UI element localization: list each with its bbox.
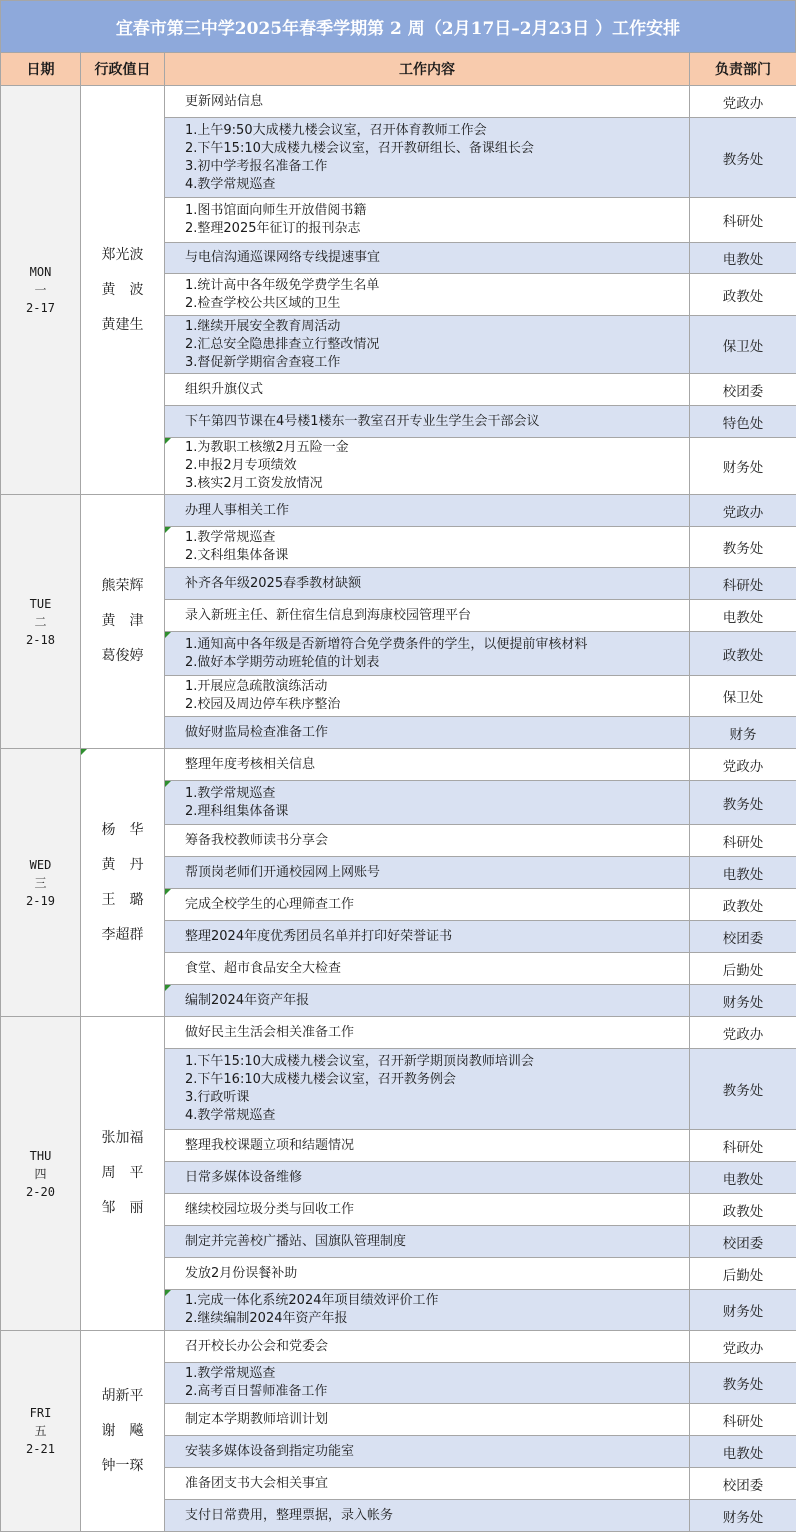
work-content-cell <box>165 527 690 568</box>
department-cell: 科研处 <box>690 1404 796 1436</box>
work-item-text: 办理人事相关工作 <box>185 502 689 520</box>
work-content-cell <box>165 1017 690 1049</box>
duty-officer-name: 郑光波 <box>81 238 164 273</box>
work-item-text: 2.汇总安全隐患排查立行整改情况 <box>185 336 689 354</box>
day-label-line: MON <box>1 263 80 281</box>
work-item-text: 整理我校课题立项和结题情况 <box>185 1137 689 1155</box>
work-item-text: 准备团支书大会相关事宜 <box>185 1475 689 1493</box>
department-cell: 教务处 <box>690 1363 796 1404</box>
department-cell: 教务处 <box>690 118 796 198</box>
work-item-text: 食堂、超市食品安全大检查 <box>185 960 689 978</box>
department-cell: 科研处 <box>690 568 796 600</box>
work-item-text: 1.统计高中各年级免学费学生名单 <box>185 277 689 295</box>
work-item-text: 做好民主生活会相关准备工作 <box>185 1024 689 1042</box>
duty-officer-name: 邹 丽 <box>81 1191 164 1226</box>
department-cell: 党政办 <box>690 1017 796 1049</box>
work-content-cell <box>165 717 690 749</box>
work-content-cell <box>165 1258 690 1290</box>
work-item-text: 发放2月份误餐补助 <box>185 1265 689 1283</box>
duty-officers-cell <box>81 749 165 1017</box>
department-cell: 电教处 <box>690 1162 796 1194</box>
department-cell: 校团委 <box>690 1226 796 1258</box>
day-label-line: 2-19 <box>1 892 80 910</box>
day-label-cell <box>1 749 81 1017</box>
department-cell: 后勤处 <box>690 1258 796 1290</box>
work-item-text: 2.整理2025年征订的报刊杂志 <box>185 220 689 238</box>
work-item-text: 与电信沟通巡课网络专线提速事宜 <box>185 249 689 267</box>
department-cell: 电教处 <box>690 600 796 632</box>
day-label-line: 五 <box>1 1422 80 1440</box>
header-row <box>1 53 796 86</box>
department-cell: 保卫处 <box>690 676 796 717</box>
day-label-line: 三 <box>1 874 80 892</box>
work-item-text: 2.申报2月专项绩效 <box>185 457 689 475</box>
duty-officer-name: 黄建生 <box>81 308 164 343</box>
work-item-text: 2.校园及周边停车秩序整治 <box>185 696 689 714</box>
department-cell: 党政办 <box>690 1331 796 1363</box>
work-content-cell <box>165 1436 690 1468</box>
department-cell: 政教处 <box>690 1194 796 1226</box>
work-item-text: 继续校园垃圾分类与回收工作 <box>185 1201 689 1219</box>
work-content-cell <box>165 406 690 438</box>
work-item-text: 日常多媒体设备维修 <box>185 1169 689 1187</box>
department-cell: 后勤处 <box>690 953 796 985</box>
work-item-text: 做好财监局检查准备工作 <box>185 724 689 742</box>
duty-officer-name: 杨 华 <box>81 813 164 848</box>
work-content-cell <box>165 600 690 632</box>
department-cell: 教务处 <box>690 781 796 825</box>
day-label-line: 2-18 <box>1 631 80 649</box>
department-cell: 校团委 <box>690 1468 796 1500</box>
department-cell: 特色处 <box>690 406 796 438</box>
duty-officer-name: 胡新平 <box>81 1379 164 1414</box>
department-cell: 科研处 <box>690 198 796 243</box>
table-row <box>1 1017 796 1049</box>
department-cell: 财务 <box>690 717 796 749</box>
department-cell: 保卫处 <box>690 316 796 374</box>
work-content-cell <box>165 1226 690 1258</box>
department-cell: 电教处 <box>690 857 796 889</box>
table-row <box>1 86 796 118</box>
department-cell: 校团委 <box>690 921 796 953</box>
work-item-text: 4.教学常规巡查 <box>185 1107 689 1125</box>
duty-officer-name: 李超群 <box>81 918 164 953</box>
work-item-text: 2.检查学校公共区域的卫生 <box>185 295 689 313</box>
work-content-cell <box>165 781 690 825</box>
work-content-cell <box>165 953 690 985</box>
duty-officer-name: 谢 飚 <box>81 1414 164 1449</box>
department-cell: 党政办 <box>690 495 796 527</box>
day-label-line: 二 <box>1 613 80 631</box>
work-item-text: 制定并完善校广播站、国旗队管理制度 <box>185 1233 689 1251</box>
work-content-cell <box>165 316 690 374</box>
day-label-line: 四 <box>1 1165 80 1183</box>
duty-officer-name: 黄 丹 <box>81 848 164 883</box>
day-label-cell <box>1 1331 81 1532</box>
day-label-line: TUE <box>1 595 80 613</box>
work-content-cell <box>165 118 690 198</box>
work-content-cell <box>165 86 690 118</box>
day-label-line: 一 <box>1 281 80 299</box>
department-cell: 党政办 <box>690 86 796 118</box>
work-content-cell <box>165 749 690 781</box>
work-item-text: 1.下午15:10大成楼九楼会议室，召开新学期顶岗教师培训会 <box>185 1053 689 1071</box>
work-item-text: 3.初中学考报名准备工作 <box>185 158 689 176</box>
work-item-text: 下午第四节课在4号楼1楼东一教室召开专业生学生会干部会议 <box>185 413 689 431</box>
work-content-cell <box>165 1049 690 1130</box>
work-content-cell <box>165 1290 690 1331</box>
department-cell: 电教处 <box>690 1436 796 1468</box>
work-item-text: 2.高考百日誓师准备工作 <box>185 1383 689 1401</box>
work-content-cell <box>165 568 690 600</box>
work-item-text: 制定本学期教师培训计划 <box>185 1411 689 1429</box>
work-item-text: 2.下午16:10大成楼九楼会议室，召开教务例会 <box>185 1071 689 1089</box>
department-cell: 财务处 <box>690 985 796 1017</box>
work-item-text: 4.教学常规巡查 <box>185 176 689 194</box>
work-item-text: 完成全校学生的心理筛查工作 <box>185 896 689 914</box>
day-label-line: THU <box>1 1147 80 1165</box>
work-item-text: 1.上午9:50大成楼九楼会议室，召开体育教师工作会 <box>185 122 689 140</box>
work-content-cell <box>165 1468 690 1500</box>
work-content-cell <box>165 825 690 857</box>
work-content-cell <box>165 1404 690 1436</box>
work-item-text: 3.核实2月工资发放情况 <box>185 475 689 493</box>
work-content-cell <box>165 676 690 717</box>
department-cell: 教务处 <box>690 527 796 568</box>
header-date: 日期 <box>1 53 81 86</box>
work-item-text: 安装多媒体设备到指定功能室 <box>185 1443 689 1461</box>
work-item-text: 更新网站信息 <box>185 93 689 111</box>
department-cell: 科研处 <box>690 825 796 857</box>
duty-officers-cell <box>81 86 165 495</box>
duty-officer-name: 黄 津 <box>81 604 164 639</box>
header-duty: 行政值日 <box>81 53 165 86</box>
work-item-text: 2.做好本学期劳动班轮值的计划表 <box>185 654 689 672</box>
department-cell: 电教处 <box>690 243 796 274</box>
table-row <box>1 495 796 527</box>
work-item-text: 召开校长办公会和党委会 <box>185 1338 689 1356</box>
table-row <box>1 1331 796 1363</box>
day-label-line: 2-17 <box>1 299 80 317</box>
work-item-text: 2.下午15:10大成楼九楼会议室，召开教研组长、备课组长会 <box>185 140 689 158</box>
work-item-text: 帮顶岗老师们开通校园网上网账号 <box>185 864 689 882</box>
work-content-cell <box>165 1162 690 1194</box>
work-item-text: 支付日常费用，整理票据，录入帐务 <box>185 1507 689 1525</box>
work-item-text: 补齐各年级2025春季教材缺额 <box>185 575 689 593</box>
work-content-cell <box>165 243 690 274</box>
department-cell: 政教处 <box>690 889 796 921</box>
work-item-text: 2.理科组集体备课 <box>185 803 689 821</box>
work-content-cell <box>165 1331 690 1363</box>
department-cell: 科研处 <box>690 1130 796 1162</box>
schedule-table <box>0 52 796 1532</box>
work-content-cell <box>165 1130 690 1162</box>
work-content-cell <box>165 495 690 527</box>
table-row <box>1 749 796 781</box>
day-label-line: 2-21 <box>1 1440 80 1458</box>
work-content-cell <box>165 985 690 1017</box>
work-content-cell <box>165 438 690 495</box>
work-item-text: 整理2024年度优秀团员名单并打印好荣誉证书 <box>185 928 689 946</box>
work-item-text: 整理年度考核相关信息 <box>185 756 689 774</box>
duty-officer-name: 王 璐 <box>81 883 164 918</box>
department-cell: 党政办 <box>690 749 796 781</box>
day-label-line: WED <box>1 856 80 874</box>
department-cell: 校团委 <box>690 374 796 406</box>
work-item-text: 1.教学常规巡查 <box>185 1365 689 1383</box>
work-item-text: 1.图书馆面向师生开放借阅书籍 <box>185 202 689 220</box>
page-title: 宜春市第三中学2025年春季学期第 2 周（2月17日–2月23日 ）工作安排 <box>0 0 796 52</box>
work-content-cell <box>165 632 690 676</box>
duty-officer-name: 钟一琛 <box>81 1449 164 1484</box>
duty-officer-name: 黄 波 <box>81 273 164 308</box>
work-content-cell <box>165 921 690 953</box>
work-item-text: 组织升旗仪式 <box>185 381 689 399</box>
duty-officers-cell <box>81 1017 165 1331</box>
duty-officer-name: 熊荣辉 <box>81 569 164 604</box>
work-item-text: 1.开展应急疏散演练活动 <box>185 678 689 696</box>
work-item-text: 编制2024年资产年报 <box>185 992 689 1010</box>
schedule-body <box>1 86 796 1532</box>
work-item-text: 1.教学常规巡查 <box>185 785 689 803</box>
work-item-text: 2.文科组集体备课 <box>185 547 689 565</box>
work-item-text: 筹备我校教师读书分享会 <box>185 832 689 850</box>
work-content-cell <box>165 198 690 243</box>
header-dept: 负责部门 <box>690 53 796 86</box>
header-work: 工作内容 <box>165 53 690 86</box>
work-item-text: 1.继续开展安全教育周活动 <box>185 318 689 336</box>
day-label-line: 2-20 <box>1 1183 80 1201</box>
duty-officer-name: 张加福 <box>81 1121 164 1156</box>
duty-officers-cell <box>81 495 165 749</box>
work-item-text: 录入新班主任、新住宿生信息到海康校园管理平台 <box>185 607 689 625</box>
duty-officers-cell <box>81 1331 165 1532</box>
department-cell: 财务处 <box>690 1500 796 1532</box>
day-label-cell <box>1 86 81 495</box>
work-content-cell <box>165 857 690 889</box>
department-cell: 政教处 <box>690 632 796 676</box>
work-content-cell <box>165 1194 690 1226</box>
work-item-text: 1.教学常规巡查 <box>185 529 689 547</box>
work-item-text: 3.行政听课 <box>185 1089 689 1107</box>
work-content-cell <box>165 374 690 406</box>
department-cell: 政教处 <box>690 274 796 316</box>
work-item-text: 1.通知高中各年级是否新增符合免学费条件的学生，以便提前审核材料 <box>185 636 689 654</box>
day-label-cell <box>1 1017 81 1331</box>
work-content-cell <box>165 889 690 921</box>
work-content-cell <box>165 1363 690 1404</box>
department-cell: 财务处 <box>690 438 796 495</box>
work-content-cell <box>165 274 690 316</box>
work-item-text: 1.完成一体化系统2024年项目绩效评价工作 <box>185 1292 689 1310</box>
day-label-cell <box>1 495 81 749</box>
day-label-line: FRI <box>1 1404 80 1422</box>
department-cell: 财务处 <box>690 1290 796 1331</box>
duty-officer-name: 周 平 <box>81 1156 164 1191</box>
duty-officer-name: 葛俊婷 <box>81 639 164 674</box>
work-item-text: 2.继续编制2024年资产年报 <box>185 1310 689 1328</box>
work-item-text: 1.为教职工核缴2月五险一金 <box>185 439 689 457</box>
work-item-text: 3.督促新学期宿舍查寝工作 <box>185 354 689 372</box>
department-cell: 教务处 <box>690 1049 796 1130</box>
